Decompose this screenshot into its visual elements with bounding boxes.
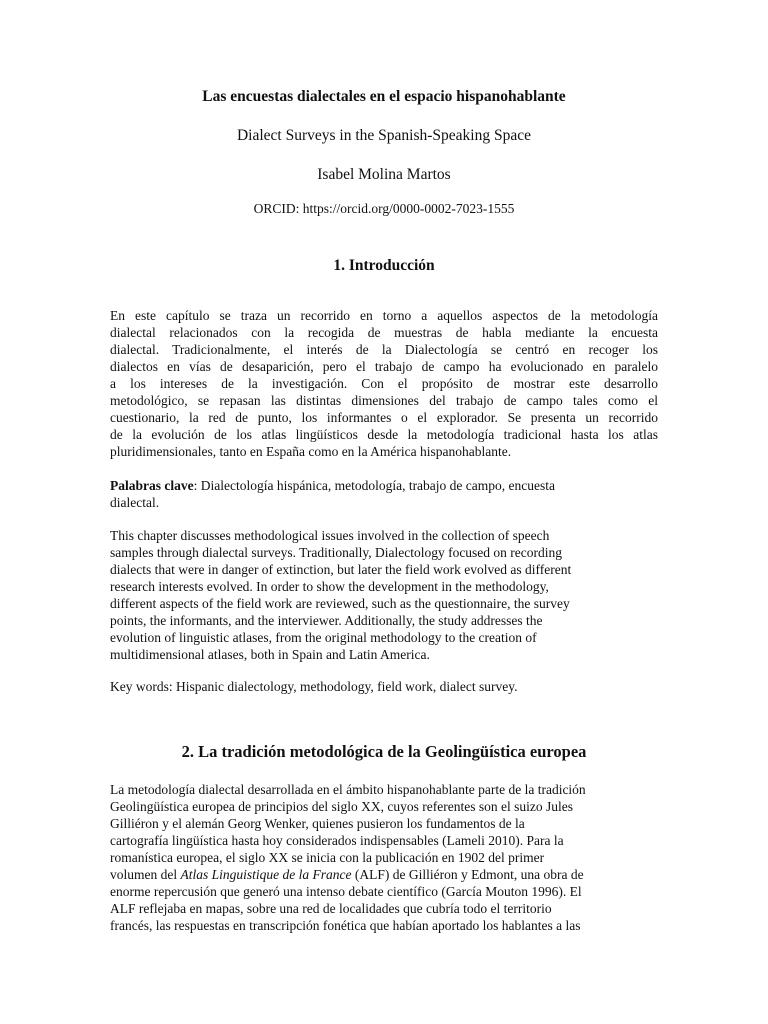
section-2-heading: 2. La tradición metodológica de la Geolingüística europea <box>181 742 587 761</box>
paragraph-line: dialectal. Tradicionalmente, el interés de la Dialectología se centró en recoger los <box>110 342 658 357</box>
paragraph-line: different aspects of the field work are reviewed, such as the questionnaire, the survey <box>110 596 570 611</box>
paragraph-line: points, the informants, and the interviewer. Additionally, the study addresses the <box>110 613 543 628</box>
paragraph-line: romanística europea, el siglo XX se inicia con la publicación en 1902 del primer <box>110 850 545 865</box>
paragraph-line: cuestionario, la red de punto, los informantes o el explorador. Se presenta un recorrido <box>110 410 658 425</box>
paragraph-line: metodológico, se repasan las distintas dimensiones del trabajo de campo tales como el <box>110 393 658 408</box>
paragraph-line: enorme repercusión que generó una intenso debate científico (García Mouton 1996). El <box>110 884 582 899</box>
paragraph-line: de la evolución de los atlas lingüísticos desde la metodología tradicional hasta los atlas <box>110 427 658 442</box>
keywords-line: dialectal. <box>110 495 160 510</box>
paragraph-line: francés, las respuestas en transcripción fonética que habían aportado los hablantes a las <box>110 918 581 933</box>
keywords-english <box>110 678 658 695</box>
paper-subtitle-english: Dialect Surveys in the Spanish-Speaking Space <box>236 127 531 144</box>
paragraph-line: Geolingüística europea de principios del siglo XX, cuyos referentes son el suizo Jules <box>110 799 574 814</box>
paragraph-line: research interests evolved. In order to show the development in the methodology, <box>110 579 549 594</box>
paragraph-line: La metodología dialectal desarrollada en el ámbito hispanohablante parte de la tradición <box>110 782 586 797</box>
paper-title: Las encuestas dialectales en el espacio hispanohablante <box>202 88 566 105</box>
section-1-heading: 1. Introducción <box>333 257 435 274</box>
text-run: (ALF) de Gilliéron y Edmont, una obra de <box>351 867 584 882</box>
keywords-spanish <box>110 477 658 511</box>
keywords-label: Palabras clave <box>110 478 194 493</box>
author-name: Isabel Molina Martos <box>317 166 451 183</box>
paragraph-line: evolution of linguistic atlases, from the original methodology to the creation of <box>110 630 537 645</box>
section-2-paragraph <box>110 781 658 934</box>
paragraph-line: ALF reflejaba en mapas, sobre una red de localidades que cubría todo el territorio <box>110 901 552 916</box>
paragraph-line <box>110 866 658 883</box>
text-run: volumen del <box>110 867 181 882</box>
keywords-line <box>110 477 658 494</box>
paragraph-line: dialectos en vías de desaparición, pero el trabajo de campo ha evolucionado en paralelo <box>110 359 658 374</box>
paragraph-line: Gilliéron y el alemán Georg Wenker, quienes pusieron los fundamentos de la <box>110 816 525 831</box>
paragraph-line: dialects that were in danger of extinction, but later the field work evolved as different <box>110 562 572 577</box>
keywords-text: : Dialectología hispánica, metodología, trabajo de campo, encuesta <box>193 478 555 493</box>
paragraph-line: pluridimensionales, tanto en España como en la América hispanohablante. <box>110 444 512 459</box>
paragraph-line: samples through dialectal surveys. Traditionally, Dialectology focused on recording <box>110 545 563 560</box>
italic-title-citation: Atlas Linguistique de la France <box>180 867 352 882</box>
abstract-spanish-paragraph <box>110 307 658 460</box>
paragraph-line: a los intereses de la investigación. Con el propósito de mostrar este desarrollo <box>110 376 658 391</box>
keywords-line: Key words: Hispanic dialectology, methodology, field work, dialect survey. <box>110 679 518 694</box>
paragraph-line: cartografía lingüística hasta hoy considerados indispensables (Lameli 2010). Para la <box>110 833 564 848</box>
paragraph-line: dialectal relacionados con la recogida de muestras de habla mediante la encuesta <box>110 325 658 340</box>
paragraph-line: multidimensional atlases, both in Spain and Latin America. <box>110 647 430 662</box>
author-orcid: ORCID: https://orcid.org/0000-0002-7023-1555 <box>253 201 515 216</box>
paragraph-line: This chapter discusses methodological issues involved in the collection of speech <box>110 528 550 543</box>
paragraph-line: En este capítulo se traza un recorrido en torno a aquellos aspectos de la metodología <box>110 308 658 323</box>
abstract-english-paragraph <box>110 527 658 663</box>
